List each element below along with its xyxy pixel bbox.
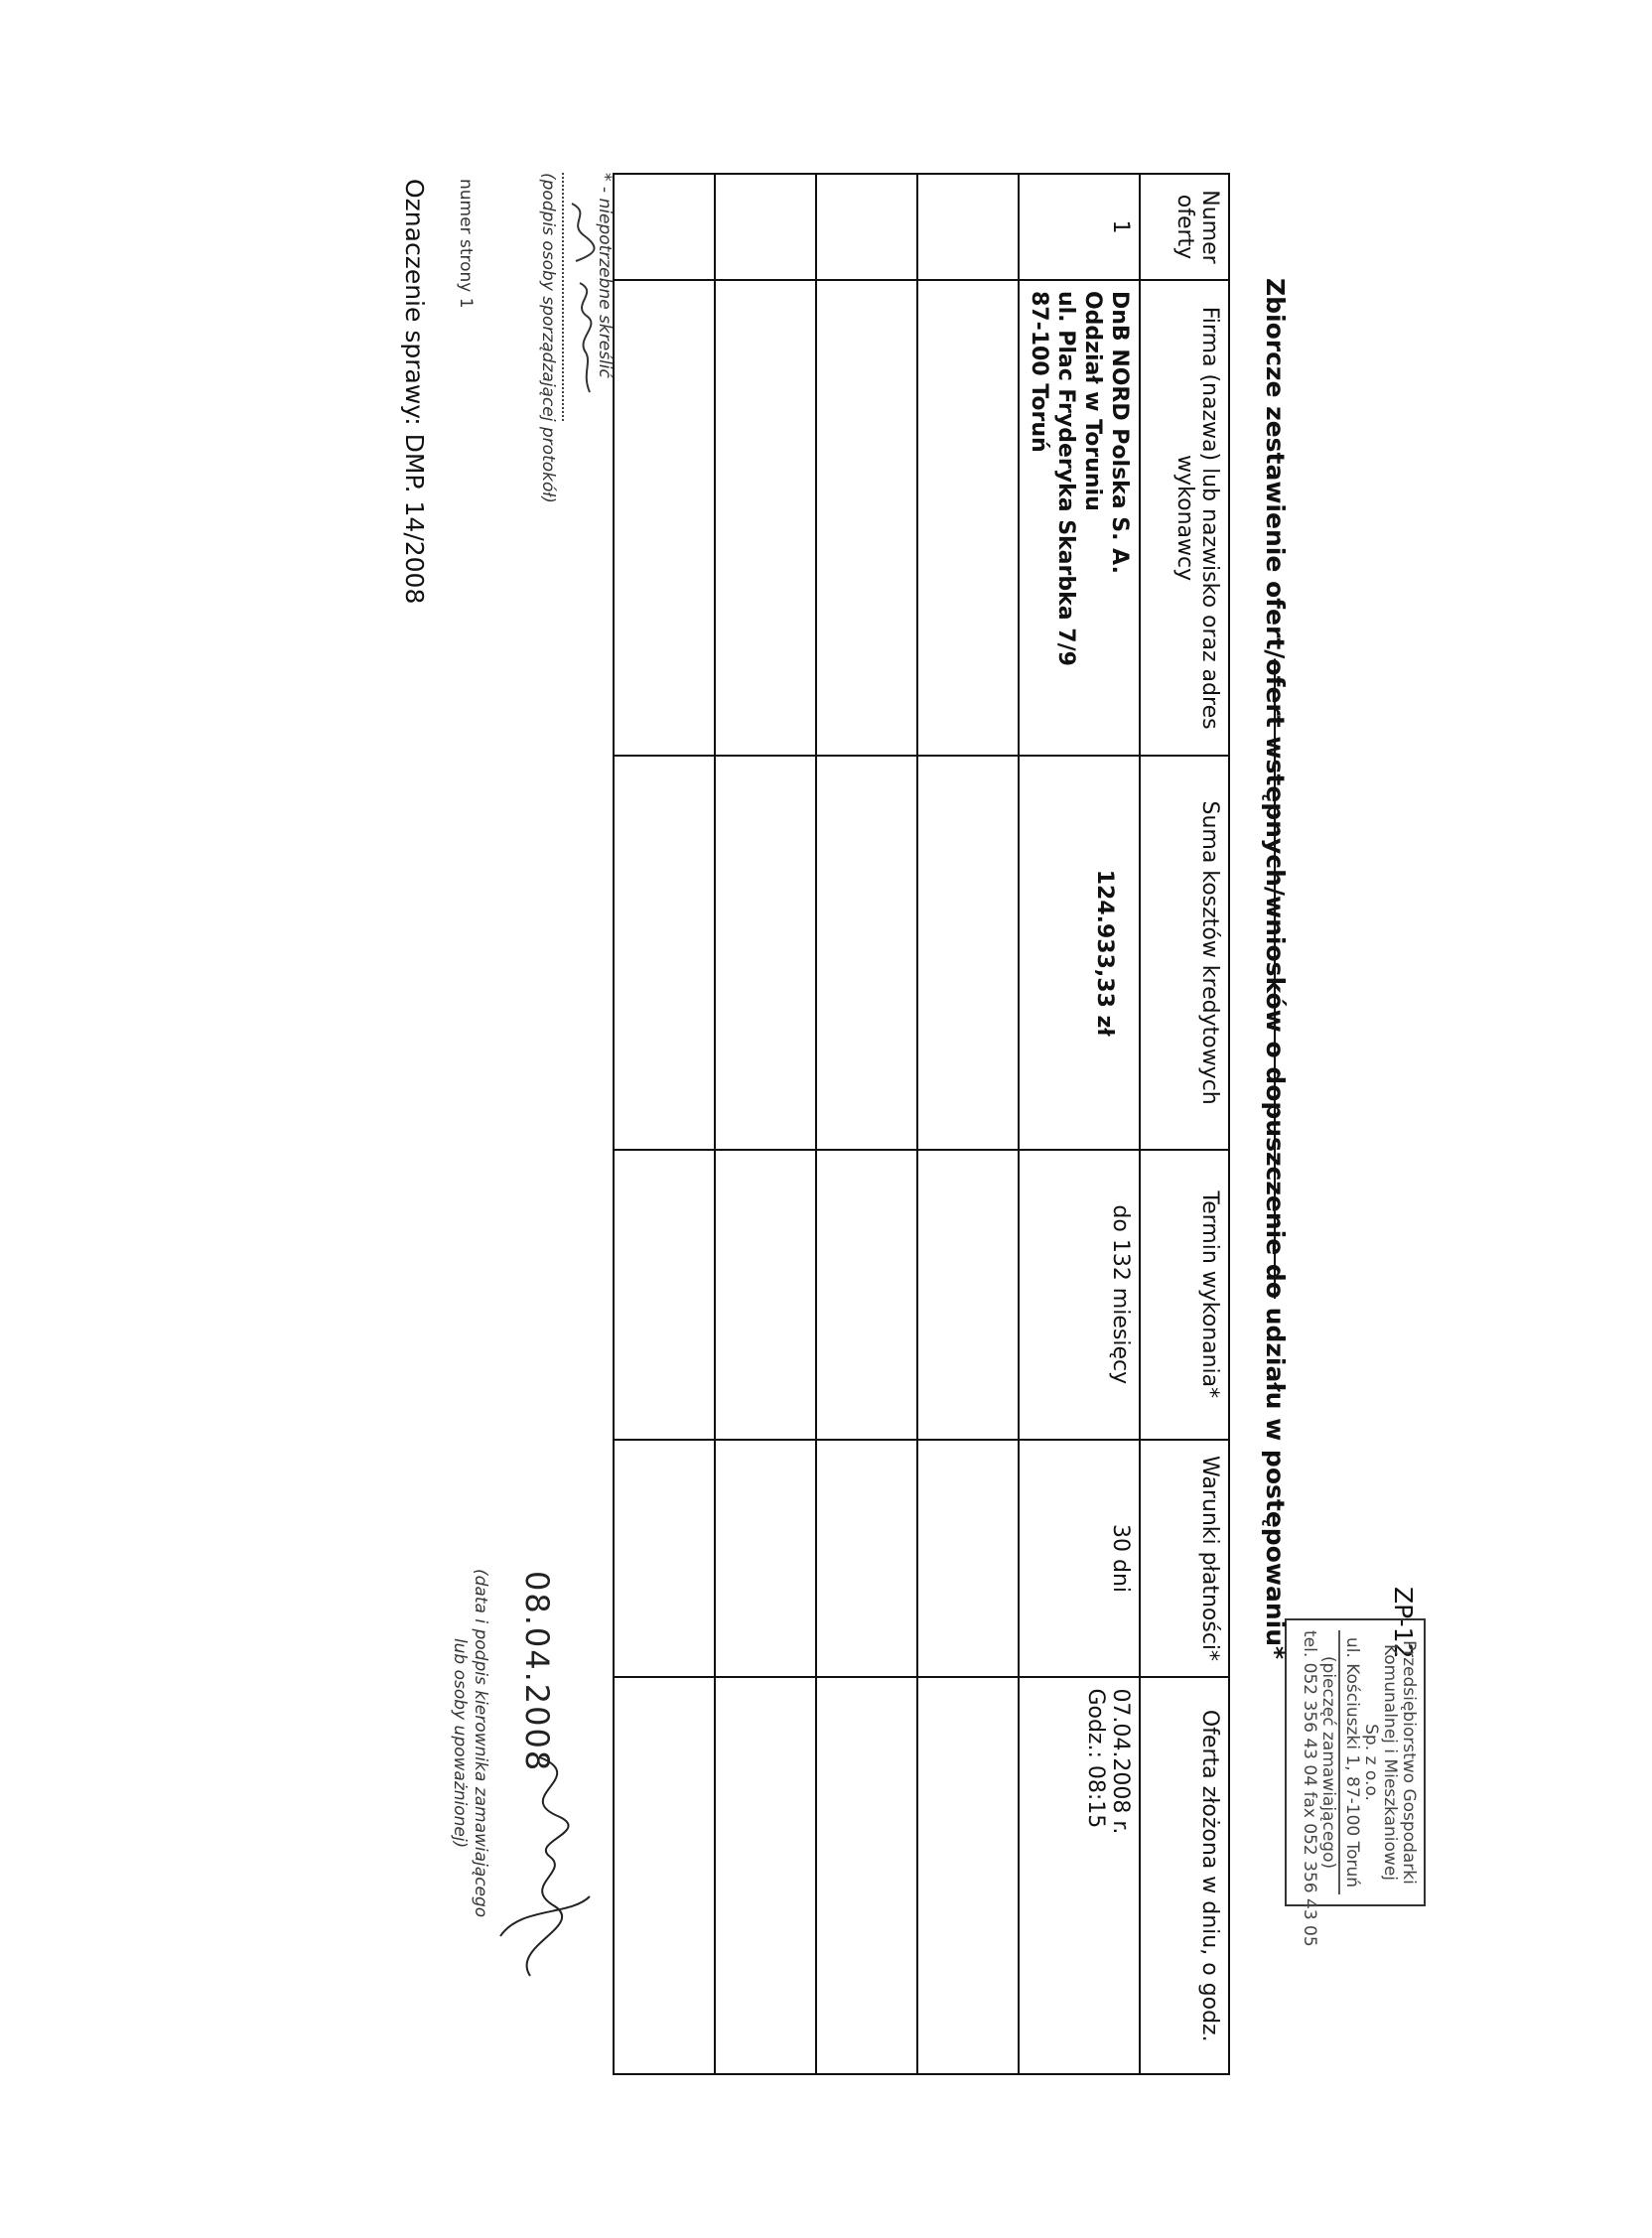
case-reference: Oznaczenie sprawy: DMP. 14/2008 (400, 179, 429, 605)
header-cell: Warunki płatności* (1140, 1440, 1229, 1678)
header-cell: Numer oferty (1140, 174, 1229, 280)
signature-caption-line: lub osoby upoważnionej) (450, 1637, 470, 1849)
table-row (715, 174, 816, 2074)
signature-caption-right (449, 1569, 490, 1917)
handwritten-date: 08.04.2008 (518, 1571, 556, 1773)
company-stamp (1285, 1618, 1426, 1947)
table-row (1019, 174, 1140, 2074)
table-row (614, 174, 715, 2074)
stamp-caption: (pieczęć zamawiającego) (1318, 1630, 1340, 1894)
credit-cost-sum: 124.933,33 zł (1019, 756, 1140, 1150)
header-cell: Firma (nazwa) lub nazwisko oraz adres wykonawcy (1140, 280, 1229, 756)
stamp-line: Przedsiębiorstwo Gospodarki (1399, 1640, 1419, 1885)
title-struck-text: ofert wstępnych/wniosków o dopuszczenie do (1261, 658, 1290, 1299)
table-row (816, 174, 917, 2074)
header-cell: Suma kosztów kredytowych (1140, 756, 1229, 1150)
page-number: numer strony 1 (456, 179, 476, 309)
firm-address (1019, 280, 1140, 756)
submission-datetime (1019, 1677, 1140, 2074)
submission-date: 07.04.2008 r. (1108, 1688, 1133, 1835)
table-row (917, 174, 1019, 2074)
header-cell: Oferta złożona w dniu, o godz. (1140, 1677, 1229, 2074)
stamp-line: ul. Kościuszki 1, 87-100 Toruń (1342, 1636, 1362, 1888)
firm-line: ul. Plac Fryderyka Skarbka 7/9 (1053, 290, 1078, 666)
payment-terms: 30 dni (1019, 1440, 1140, 1678)
table-header-row (1140, 174, 1229, 2074)
signature-caption-line: (data i podpis kierownika zamawiającego (471, 1569, 490, 1918)
firm-line: DnB NORD Polska S. A. (1107, 290, 1132, 574)
header-cell: Termin wykonania* (1140, 1150, 1229, 1440)
document-title (1261, 278, 1290, 1659)
execution-term: do 132 miesięcy (1019, 1150, 1140, 1440)
submission-time: Godz.: 08:15 (1083, 1688, 1108, 1829)
stamp-line: Komunalnej i Mieszkaniowej (1380, 1643, 1400, 1882)
firm-line: 87-100 Toruń (1027, 290, 1051, 453)
stamp-line: tel. 052 356 43 04 fax 052 356 43 05 (1300, 1630, 1319, 1947)
stamp-line: Sp. z o.o. (1361, 1724, 1381, 1801)
form-code: ZP-12 (1389, 1587, 1418, 1659)
handwritten-signature-right (490, 1748, 610, 1986)
handwritten-signature-left (560, 194, 610, 412)
footnote: * - niepotrzebne skreślić (595, 173, 615, 378)
title-end: udziału w postępowaniu* (1261, 1298, 1290, 1660)
title-start: Zbiorcze zestawienie ofert/ (1261, 278, 1290, 659)
signature-caption-left: (podpis osoby sporządzającej protokół) (538, 173, 558, 503)
offers-table (613, 173, 1230, 2075)
offer-number: 1 (1019, 174, 1140, 280)
firm-line: Oddział w Toruniu (1080, 290, 1105, 511)
